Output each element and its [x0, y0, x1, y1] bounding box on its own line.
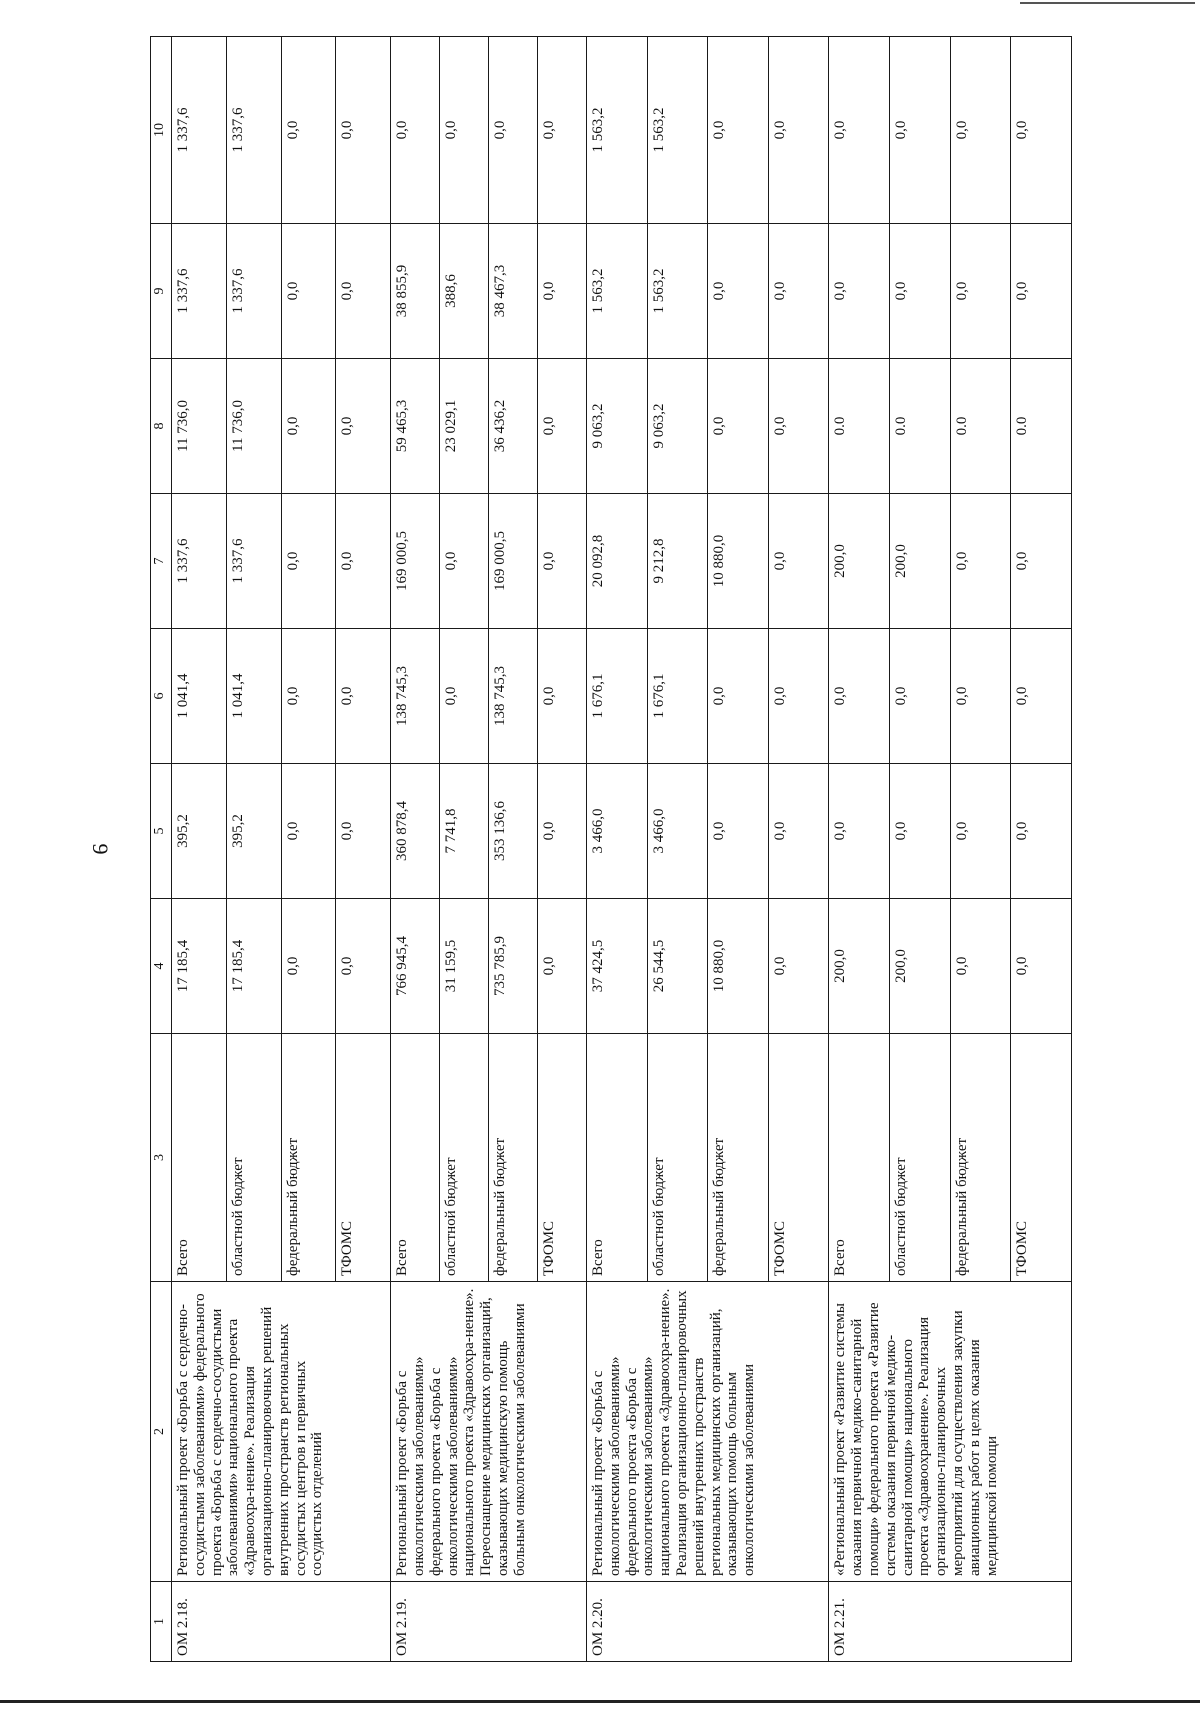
scan-edge-line-bottom	[0, 1700, 1200, 1703]
amount-cell-col-10: 0,0	[489, 37, 538, 224]
measure-description: Региональный проект «Борьба с онкологическими заболеваниями» федерального проекта «Борьба с онкологическими заболеваниями» национального проекта «Здравоохра-нение». Реализация организационно-планировочных решений внутренних пространств региональных медицинских организаций, оказывающих помощь больным онкологическими заболеваниями	[587, 1282, 829, 1582]
amount-cell-col-10: 0,0	[768, 37, 829, 224]
amount-cell-col-5: 360 878,4	[391, 764, 440, 899]
amount-cell-col-6: 0,0	[890, 629, 951, 764]
header-col-1: 1	[151, 1582, 172, 1662]
amount-cell-col-5: 353 136,6	[489, 764, 538, 899]
header-row	[151, 37, 172, 1662]
amount-cell-col-10: 0,0	[950, 37, 1011, 224]
amount-cell-col-9: 1 563,2	[647, 224, 708, 359]
amount-cell-col-6: 0,0	[829, 629, 890, 764]
amount-cell-col-8: 0.0	[890, 359, 951, 494]
funding-source: областной бюджет	[226, 1034, 281, 1282]
amount-cell-col-5: 0,0	[1011, 764, 1072, 899]
amount-cell-col-8: 0.0	[1011, 359, 1072, 494]
amount-cell-col-9: 1 563,2	[587, 224, 648, 359]
amount-cell-col-5: 0,0	[336, 764, 391, 899]
amount-cell-col-7: 20 092,8	[587, 494, 648, 629]
amount-cell-col-8: 0,0	[768, 359, 829, 494]
amount-cell-col-7: 169 000,5	[391, 494, 440, 629]
amount-cell-col-5: 0,0	[950, 764, 1011, 899]
funding-source: федеральный бюджет	[708, 1034, 769, 1282]
amount-cell-col-10: 0,0	[890, 37, 951, 224]
funding-source: федеральный бюджет	[489, 1034, 538, 1282]
amount-cell-col-9: 0,0	[281, 224, 336, 359]
amount-cell-col-8: 0,0	[281, 359, 336, 494]
header-col-7: 7	[151, 494, 172, 629]
measure-code: ОМ 2.21.	[829, 1582, 1072, 1662]
amount-cell-col-9: 0,0	[1011, 224, 1072, 359]
amount-cell-col-9: 0,0	[336, 224, 391, 359]
amount-cell-col-4: 0,0	[950, 899, 1011, 1034]
header-col-2: 2	[151, 1282, 172, 1582]
amount-cell-col-4: 10 880,0	[708, 899, 769, 1034]
amount-cell-col-6: 0,0	[950, 629, 1011, 764]
amount-cell-col-8: 11 736,0	[226, 359, 281, 494]
table-row	[829, 37, 890, 1662]
amount-cell-col-7: 0,0	[336, 494, 391, 629]
header-col-9: 9	[151, 224, 172, 359]
amount-cell-col-10: 0,0	[440, 37, 489, 224]
measure-code: ОМ 2.20.	[587, 1582, 829, 1662]
amount-cell-col-6: 138 745,3	[489, 629, 538, 764]
amount-cell-col-8: 0.0	[829, 359, 890, 494]
amount-cell-col-4: 31 159,5	[440, 899, 489, 1034]
amount-cell-col-5: 0,0	[768, 764, 829, 899]
amount-cell-col-10: 0,0	[391, 37, 440, 224]
funding-source: областной бюджет	[440, 1034, 489, 1282]
amount-cell-col-10: 0,0	[829, 37, 890, 224]
amount-cell-col-6: 0,0	[768, 629, 829, 764]
amount-cell-col-10: 0,0	[336, 37, 391, 224]
amount-cell-col-6: 0,0	[336, 629, 391, 764]
amount-cell-col-4: 17 185,4	[172, 899, 227, 1034]
header-col-4: 4	[151, 899, 172, 1034]
amount-cell-col-4: 200,0	[829, 899, 890, 1034]
amount-cell-col-5: 0,0	[281, 764, 336, 899]
amount-cell-col-4: 0,0	[538, 899, 587, 1034]
amount-cell-col-4: 17 185,4	[226, 899, 281, 1034]
amount-cell-col-9: 0,0	[538, 224, 587, 359]
amount-cell-col-6: 1 041,4	[226, 629, 281, 764]
amount-cell-col-8: 9 063,2	[647, 359, 708, 494]
amount-cell-col-10: 1 337,6	[226, 37, 281, 224]
amount-cell-col-4: 0,0	[281, 899, 336, 1034]
table-body	[172, 37, 1072, 1662]
amount-cell-col-4: 735 785,9	[489, 899, 538, 1034]
amount-cell-col-7: 0,0	[950, 494, 1011, 629]
funding-source: Всего	[391, 1034, 440, 1282]
amount-cell-col-10: 0,0	[1011, 37, 1072, 224]
amount-cell-col-6: 138 745,3	[391, 629, 440, 764]
amount-cell-col-8: 23 029,1	[440, 359, 489, 494]
amount-cell-col-10: 1 563,2	[647, 37, 708, 224]
funding-source: областной бюджет	[647, 1034, 708, 1282]
amount-cell-col-4: 200,0	[890, 899, 951, 1034]
amount-cell-col-4: 26 544,5	[647, 899, 708, 1034]
amount-cell-col-7: 200,0	[890, 494, 951, 629]
amount-cell-col-7: 10 880,0	[708, 494, 769, 629]
amount-cell-col-5: 3 466,0	[647, 764, 708, 899]
amount-cell-col-7: 0,0	[1011, 494, 1072, 629]
amount-cell-col-7: 1 337,6	[226, 494, 281, 629]
amount-cell-col-10: 1 337,6	[172, 37, 227, 224]
measure-code: ОМ 2.18.	[172, 1582, 391, 1662]
amount-cell-col-8: 0,0	[708, 359, 769, 494]
amount-cell-col-10: 0,0	[538, 37, 587, 224]
funding-source: федеральный бюджет	[281, 1034, 336, 1282]
amount-cell-col-5: 0,0	[538, 764, 587, 899]
amount-cell-col-9: 0,0	[768, 224, 829, 359]
budget-table	[150, 36, 1072, 1662]
amount-cell-col-5: 3 466,0	[587, 764, 648, 899]
amount-cell-col-10: 1 563,2	[587, 37, 648, 224]
table-row	[172, 37, 227, 1662]
funding-source: федеральный бюджет	[950, 1034, 1011, 1282]
amount-cell-col-5: 7 741,8	[440, 764, 489, 899]
amount-cell-col-7: 0,0	[281, 494, 336, 629]
amount-cell-col-9: 1 337,6	[172, 224, 227, 359]
amount-cell-col-9: 0,0	[829, 224, 890, 359]
funding-source: Всего	[829, 1034, 890, 1282]
page-number: 9	[88, 843, 113, 855]
amount-cell-col-8: 59 465,3	[391, 359, 440, 494]
funding-source: ТФОМС	[1011, 1034, 1072, 1282]
amount-cell-col-8: 11 736,0	[172, 359, 227, 494]
amount-cell-col-4: 0,0	[336, 899, 391, 1034]
amount-cell-col-4: 766 945,4	[391, 899, 440, 1034]
amount-cell-col-8: 0.0	[950, 359, 1011, 494]
amount-cell-col-7: 0,0	[440, 494, 489, 629]
header-col-10: 10	[151, 37, 172, 224]
funding-source: Всего	[172, 1034, 227, 1282]
amount-cell-col-4: 37 424,5	[587, 899, 648, 1034]
amount-cell-col-5: 0,0	[708, 764, 769, 899]
amount-cell-col-9: 1 337,6	[226, 224, 281, 359]
header-col-5: 5	[151, 764, 172, 899]
amount-cell-col-6: 0,0	[1011, 629, 1072, 764]
amount-cell-col-9: 38 467,3	[489, 224, 538, 359]
amount-cell-col-6: 1 041,4	[172, 629, 227, 764]
amount-cell-col-5: 395,2	[226, 764, 281, 899]
amount-cell-col-4: 0,0	[1011, 899, 1072, 1034]
amount-cell-col-9: 38 855,9	[391, 224, 440, 359]
amount-cell-col-5: 0,0	[829, 764, 890, 899]
amount-cell-col-9: 0,0	[708, 224, 769, 359]
amount-cell-col-5: 395,2	[172, 764, 227, 899]
amount-cell-col-6: 0,0	[708, 629, 769, 764]
scan-edge-line-top	[1020, 2, 1195, 4]
amount-cell-col-7: 0,0	[538, 494, 587, 629]
header-col-8: 8	[151, 359, 172, 494]
funding-source: ТФОМС	[538, 1034, 587, 1282]
amount-cell-col-7: 1 337,6	[172, 494, 227, 629]
amount-cell-col-9: 0,0	[950, 224, 1011, 359]
measure-description: Региональный проект «Борьба с онкологическими заболеваниями» федерального проекта «Борьба с онкологическими заболеваниями» национального проекта «Здравоохра-нение». Переоснащение медицинских организаций, оказывающих медицинскую помощь больным онкологическими заболеваниями	[391, 1282, 587, 1582]
amount-cell-col-4: 0,0	[768, 899, 829, 1034]
table-row	[587, 37, 648, 1662]
funding-source: областной бюджет	[890, 1034, 951, 1282]
amount-cell-col-8: 0,0	[336, 359, 391, 494]
amount-cell-col-9: 388,6	[440, 224, 489, 359]
amount-cell-col-7: 9 212,8	[647, 494, 708, 629]
amount-cell-col-6: 0,0	[281, 629, 336, 764]
amount-cell-col-7: 0,0	[768, 494, 829, 629]
amount-cell-col-6: 1 676,1	[587, 629, 648, 764]
table-row	[391, 37, 440, 1662]
measure-description: «Региональный проект «Развитие системы оказания первичной медико-санитарной помощи» федерального проекта «Развитие системы оказания первичной медико-санитарной помощи» национального проекта «Здравоохранение». Реализация организационно-планировочных мероприятий для осуществления закупки авиационных работ в целях оказания медицинской помощи	[829, 1282, 1072, 1582]
amount-cell-col-10: 0,0	[281, 37, 336, 224]
funding-source: ТФОМС	[336, 1034, 391, 1282]
amount-cell-col-8: 36 436,2	[489, 359, 538, 494]
amount-cell-col-6: 0,0	[538, 629, 587, 764]
amount-cell-col-9: 0,0	[890, 224, 951, 359]
funding-source: ТФОМС	[768, 1034, 829, 1282]
amount-cell-col-7: 200,0	[829, 494, 890, 629]
amount-cell-col-5: 0,0	[890, 764, 951, 899]
amount-cell-col-8: 9 063,2	[587, 359, 648, 494]
amount-cell-col-6: 1 676,1	[647, 629, 708, 764]
header-col-6: 6	[151, 629, 172, 764]
header-col-3: 3	[151, 1034, 172, 1282]
amount-cell-col-7: 169 000,5	[489, 494, 538, 629]
rotated-table-wrapper	[150, 37, 1072, 1662]
measure-description: Региональный проект «Борьба с сердечно-сосудистыми заболеваниями» федерального проекта «Борьба с сердечно-сосудистыми заболеваниями» национального проекта «Здравоохра-нение». Реализация организационно-планировочных решений внутренних пространств региональных сосудистых центров и первичных сосудистых отделений	[172, 1282, 391, 1582]
amount-cell-col-10: 0,0	[708, 37, 769, 224]
amount-cell-col-8: 0,0	[538, 359, 587, 494]
funding-source: Всего	[587, 1034, 648, 1282]
measure-code: ОМ 2.19.	[391, 1582, 587, 1662]
amount-cell-col-6: 0,0	[440, 629, 489, 764]
